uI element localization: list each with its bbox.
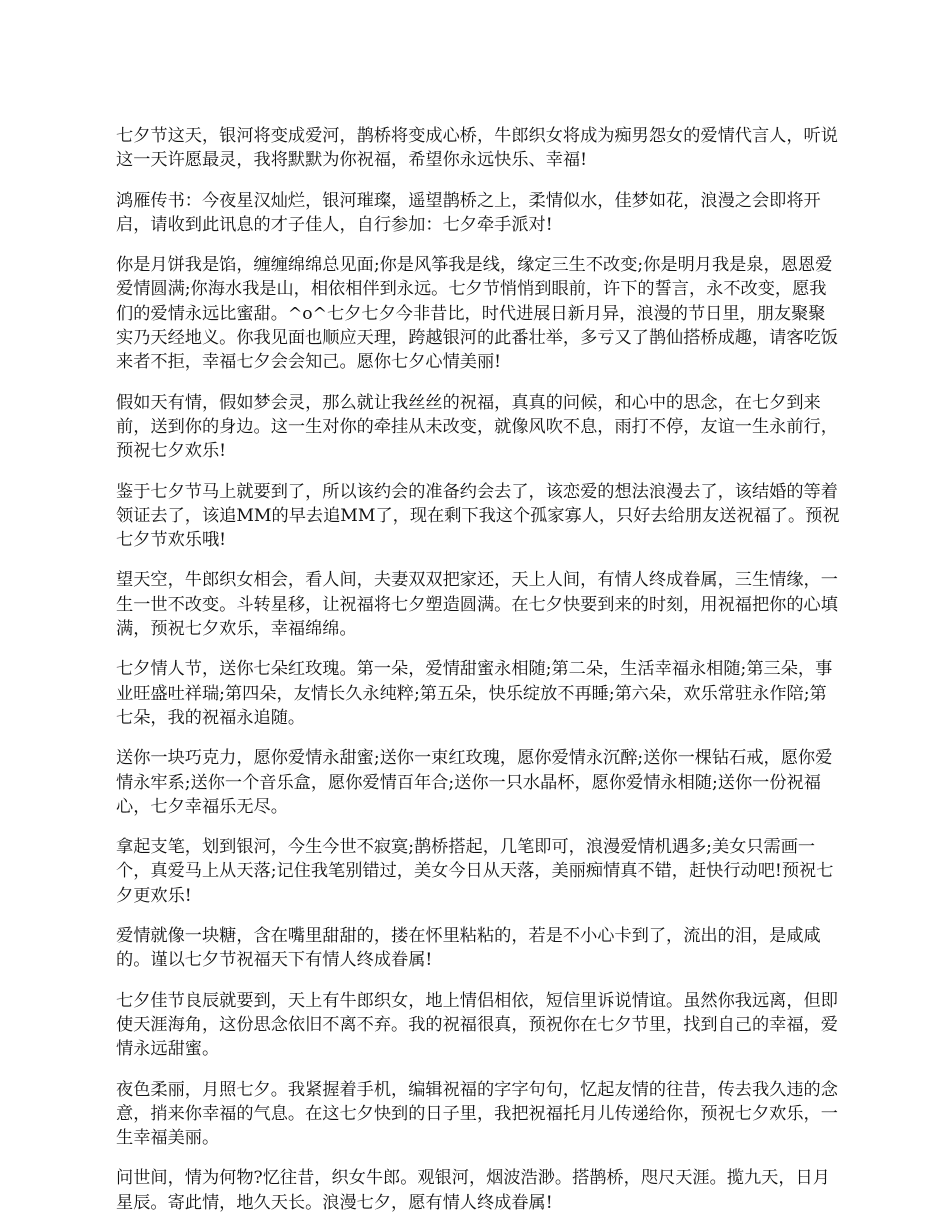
paragraph-8: 送你一块巧克力，愿你爱情永甜蜜;送你一束红玫瑰，愿你爱情永沉醉;送你一棵钻石戒，愿你爱情永牢系;送你一个音乐盒，愿你爱情百年合;送你一只水晶杯，愿你爱情永相随;送你一份祝福心，七夕幸福乐无尽。 (116, 748, 833, 817)
paragraph-13: 问世间，情为何物?忆往昔，织女牛郎。观银河，烟波浩渺。搭鹊桥，咫尺天涯。揽九天，日月星辰。寄此情，地久天长。浪漫七夕，愿有情人终成眷属! (116, 1168, 830, 1213)
paragraph-7: 七夕情人节，送你七朵红玫瑰。第一朵，爱情甜蜜永相随;第二朵，生活幸福永相随;第三朵，事业旺盛吐祥瑞;第四朵，友情长久永纯粹;第五朵，快乐绽放不再睡;第六朵，欢乐常驻永作陪;第七朵，我的祝福永追随。 (116, 659, 833, 728)
paragraph-9: 拿起支笔，划到银河，今生今世不寂寞;鹊桥搭起，几笔即可，浪漫爱情机遇多;美女只需画一个，真爱马上从天落;记住我笔别错过，美女今日从天落，美丽痴情真不错，赶快行动吧!预祝七夕更欢乐! (116, 837, 834, 906)
paragraph-3: 你是月饼我是馅，缠缠绵绵总见面;你是风筝我是线，缘定三生不改变;你是明月我是泉，恩恩爱爱情圆满;你海水我是山，相依相伴到永远。七夕节悄悄到眼前，许下的誓言，永不改变，愿我们的爱情永远比蜜甜。^o^七夕七夕今非昔比，时代进展日新月异，浪漫的节日里，朋友聚聚实乃天经地义。你我见面也顺应天理，跨越银河的此番壮举，多亏又了鹊仙搭桥成趣，请客吃饭来者不拒，幸福七夕会会知己。愿你七夕心情美丽! (116, 255, 838, 373)
paragraph-2: 鸿雁传书：今夜星汉灿烂，银河璀璨，遥望鹊桥之上，柔情似水，佳梦如花，浪漫之会即将开启，请收到此讯息的才子佳人，自行参加：七夕牵手派对! (116, 190, 821, 235)
paragraph-1: 七夕节这天，银河将变成爱河，鹊桥将变成心桥，牛郎织女将成为痴男怨女的爱情代言人，听说这一天许愿最灵，我将默默为你祝福，希望你永远快乐、幸福! (116, 126, 838, 171)
paragraph-11: 七夕佳节良辰就要到，天上有牛郎织女，地上情侣相依，短信里诉说情谊。虽然你我远离，但即使天涯海角，这份思念依旧不离不弃。我的祝福很真，预祝你在七夕节里，找到自己的幸福，爱情永远甜蜜。 (116, 990, 838, 1060)
paragraph-5: 鉴于七夕节马上就要到了，所以该约会的准备约会去了，该恋爱的想法浪漫去了，该结婚的等着领证去了，该追MM的早去追MM了，现在剩下我这个孤家寡人，只好去给朋友送祝福了。预祝七夕节欢乐哦! (116, 481, 840, 551)
paragraph-4: 假如天有情，假如梦会灵，那么就让我丝丝的祝福，真真的问候，和心中的思念，在七夕到来前，送到你的身边。这一生对你的牵挂从未改变，就像风吹不息，雨打不停，友谊一生永前行，预祝七夕欢乐! (116, 392, 838, 462)
document-body (116, 124, 840, 1231)
paragraph-6: 望天空，牛郎织女相会，看人间，夫妻双双把家还，天上人间，有情人终成眷属，三生情缘，一生一世不改变。斗转星移，让祝福将七夕塑造圆满。在七夕快要到来的时刻，用祝福把你的心填满，预祝七夕欢乐，幸福绵绵。 (116, 570, 838, 640)
paragraph-10: 爱情就像一块糖，含在嘴里甜甜的，搂在怀里粘粘的，若是不小心卡到了，流出的泪，是咸咸的。谨以七夕节祝福天下有情人终成眷属! (116, 926, 821, 971)
paragraph-12: 夜色柔丽，月照七夕。我紧握着手机，编辑祝福的字字句句，忆起友情的往昔，传去我久违的念意，捎来你幸福的气息。在这七夕快到的日子里，我把祝福托月儿传递给你，预祝七夕欢乐，一生幸福美丽。 (116, 1079, 838, 1149)
